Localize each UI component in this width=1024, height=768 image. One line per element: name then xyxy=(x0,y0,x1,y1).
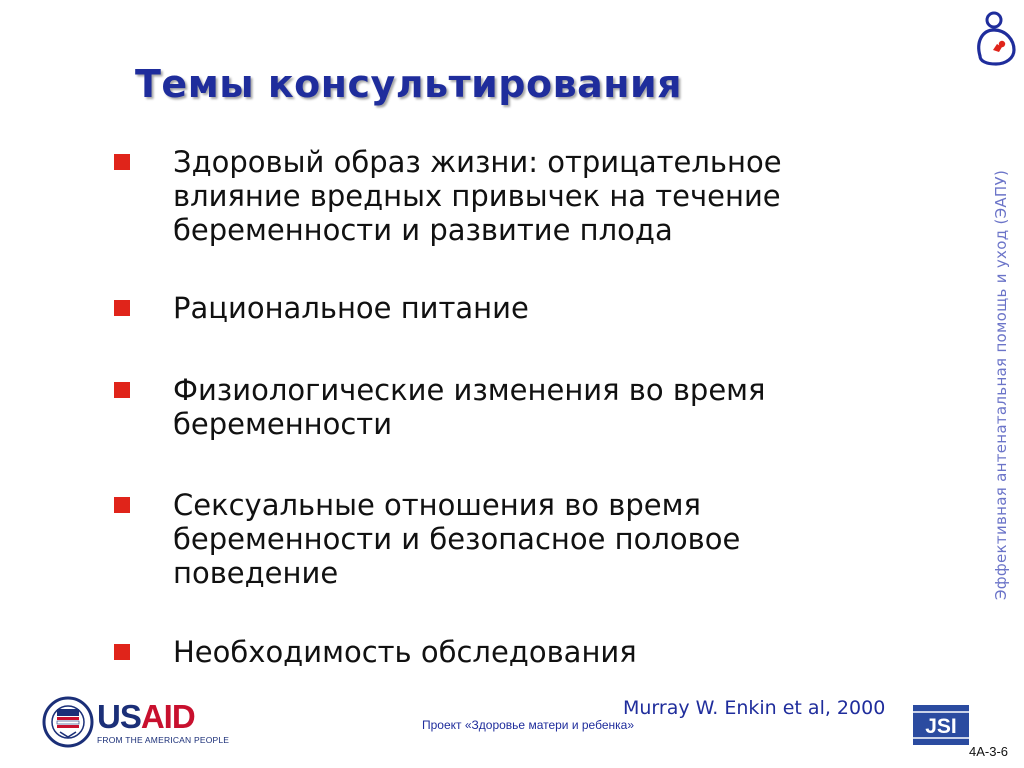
usaid-seal-icon xyxy=(42,696,94,748)
bullet-square-icon xyxy=(114,154,130,170)
bullet-text: Рациональное питание xyxy=(173,291,529,325)
usaid-logo xyxy=(42,696,230,752)
bullet-square-icon xyxy=(114,497,130,513)
bullet-square-icon xyxy=(114,382,130,398)
side-caption: Эффективная антенатальная помощь и уход (ЭАПУ) xyxy=(992,169,1010,600)
citation: Murray W. Enkin et al, 2000 xyxy=(623,697,886,719)
bullet-text: Сексуальные отношения во время беременности и безопасное половое поведение xyxy=(173,488,741,590)
bullet-text: Здоровый образ жизни: отрицательное влияние вредных привычек на течение беременности и развитие плода xyxy=(173,145,782,247)
bullet-square-icon xyxy=(114,644,130,660)
mother-child-logo-icon xyxy=(972,6,1022,68)
slide-number: 4A-3-6 xyxy=(969,744,1009,759)
bullet-square-icon xyxy=(114,300,130,316)
usaid-wordmark: USAID xyxy=(97,698,195,735)
slide-title: Темы консультирования xyxy=(135,62,683,106)
bullet-text: Необходимость обследования xyxy=(173,635,637,669)
usaid-tagline: FROM THE AMERICAN PEOPLE xyxy=(97,735,230,745)
jsi-logo-text: JSI xyxy=(925,715,957,738)
bullet-text: Физиологические изменения во время беременности xyxy=(173,373,766,441)
project-name: Проект «Здоровье матери и ребенка» xyxy=(422,718,634,732)
jsi-logo-icon xyxy=(913,705,969,745)
